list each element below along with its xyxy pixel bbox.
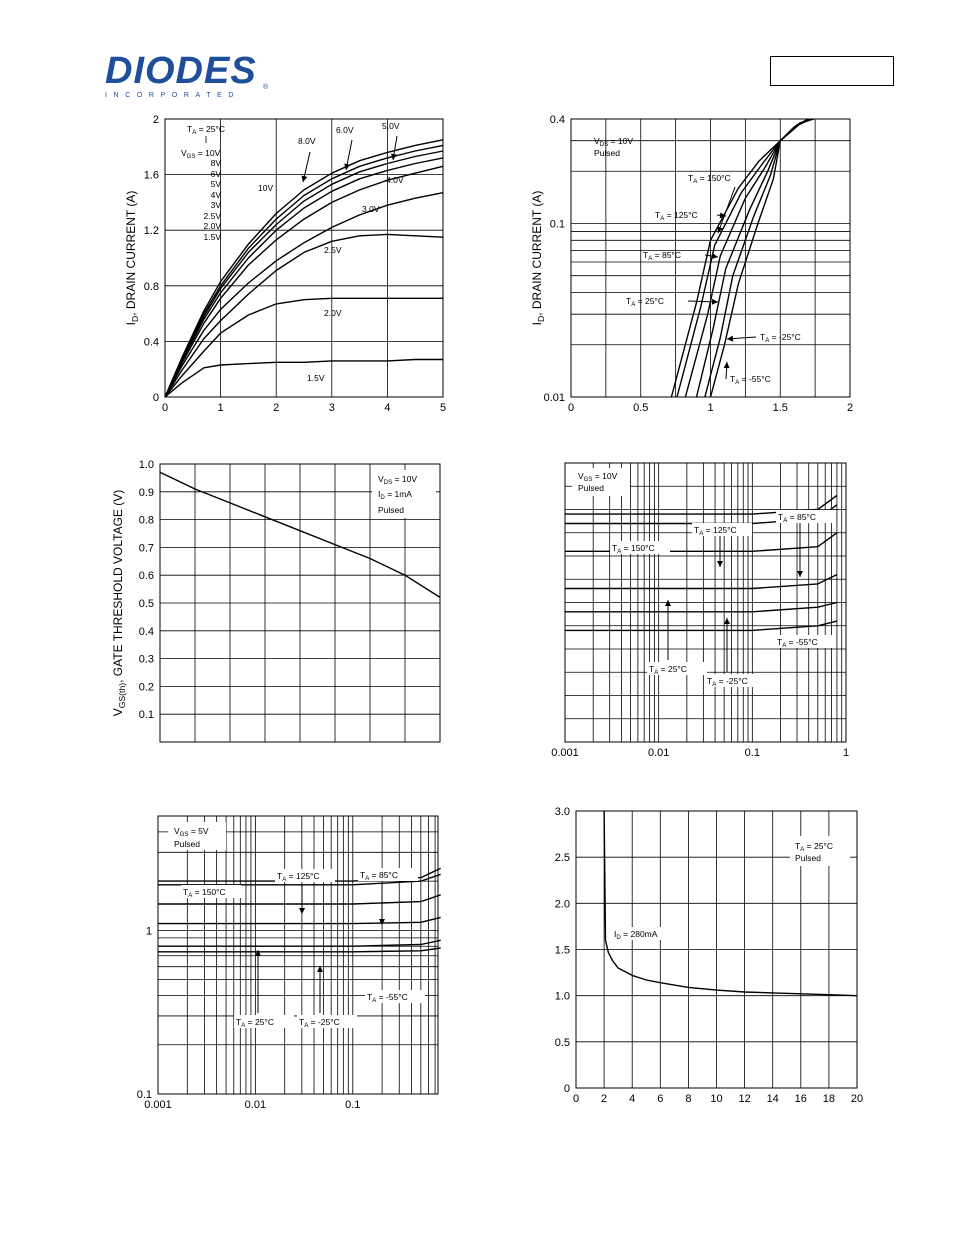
- y-axis-label: $V_{GS(th)}$, GATE THRESHOLD VOLTAGE (V): [111, 489, 127, 717]
- annotation-arrowhead: [724, 362, 730, 368]
- y-tick-label: 0.5: [138, 598, 154, 610]
- annotation-arrowhead: [299, 908, 305, 914]
- plot-frame: [158, 816, 438, 1094]
- y-tick-label: 2.5: [554, 852, 570, 865]
- series-line: [165, 360, 443, 398]
- series-label: 10V: [258, 183, 274, 193]
- x-tick-label: 0.01: [244, 1099, 267, 1111]
- annotation-vgs: $V_{GS} = 5V$: [174, 826, 209, 839]
- series-label: $T_A = 85^\circ C$: [778, 512, 816, 525]
- x-tick-label: 1: [842, 747, 850, 759]
- x-tick-label: 0.001: [144, 1099, 172, 1111]
- series-line: [165, 158, 443, 397]
- y-tick-label: 0.8: [143, 280, 159, 293]
- series-line: [158, 948, 441, 952]
- x-tick-label: 2: [601, 1093, 608, 1105]
- x-tick-label: 5: [439, 402, 447, 414]
- annotation-arrowhead: [379, 919, 385, 925]
- x-tick-label: 0: [161, 402, 169, 414]
- chart-on-resistance-vs-vgs: [555, 806, 863, 1105]
- x-tick-label: 1: [217, 402, 224, 414]
- y-tick-label: 1.6: [143, 169, 159, 182]
- x-tick-label: 8: [685, 1093, 692, 1105]
- series-label: 8.0V: [298, 136, 316, 146]
- x-tick-label: 0: [572, 1093, 580, 1105]
- annotation-vgs-step: 4V: [210, 190, 221, 200]
- y-tick-label: 3.0: [554, 806, 570, 818]
- y-tick-label: 2: [152, 114, 159, 126]
- y-tick-label: 0.4: [143, 336, 159, 349]
- y-tick-label: 0.1: [549, 218, 565, 231]
- x-tick-label: 0.1: [345, 1099, 361, 1111]
- annotation-pulsed: Pulsed: [378, 505, 404, 515]
- annotation-vgs-step: 1.5V: [203, 232, 221, 242]
- series-label: $T_A = 85^\circ C$: [643, 250, 681, 263]
- annotation-pulsed: Pulsed: [174, 839, 200, 849]
- x-tick-label: 2: [273, 402, 280, 414]
- chart-on-resistance-vgs5: [137, 816, 441, 1111]
- series-label: 6.0V: [336, 125, 354, 135]
- annotation-arrowhead: [712, 253, 718, 259]
- x-tick-label: 2: [846, 402, 854, 414]
- x-tick-label: 1.5: [772, 402, 788, 414]
- chart-on-resistance-vgs10: [551, 463, 849, 759]
- series-label: 2.0V: [324, 308, 342, 318]
- series-label: 1.5V: [307, 373, 325, 383]
- y-tick-label: 1: [145, 925, 152, 938]
- annotation-vgs-step: 8V: [210, 158, 221, 168]
- annotation-vgs-step: 2.5V: [203, 211, 221, 221]
- logo-registered-mark: ®: [263, 84, 269, 91]
- series-label: $T_A = -25^\circ C$: [707, 676, 748, 689]
- x-tick-label: 0.1: [744, 747, 760, 759]
- series-label: $T_A = 125^\circ C$: [277, 871, 320, 884]
- x-tick-label: 12: [738, 1093, 751, 1105]
- y-axis-label: $I_D$, DRAIN CURRENT (A): [124, 190, 140, 326]
- series-line: [158, 917, 441, 923]
- series-line: [565, 603, 837, 612]
- series-label: $T_A = 150^\circ C$: [183, 887, 226, 900]
- series-label: $T_A = 125^\circ C$: [694, 525, 737, 538]
- x-tick-label: 1: [707, 402, 714, 414]
- series-label: $T_A = 150^\circ C$: [688, 173, 731, 186]
- annotation-pulsed: Pulsed: [594, 148, 620, 158]
- annotation-arrowhead: [712, 299, 718, 305]
- annotation-vds: $V_{DS} = 10V$: [378, 474, 417, 487]
- annotation-pulsed: Pulsed: [578, 483, 604, 493]
- annotation-arrowhead: [797, 571, 803, 577]
- series-label: $T_A = 25^\circ C$: [626, 296, 664, 309]
- series-label: $T_A = -55^\circ C$: [777, 637, 818, 650]
- annotation-pulsed: Pulsed: [795, 853, 821, 863]
- annotation-arrowhead: [301, 175, 307, 182]
- y-tick-label: 1.0: [554, 990, 570, 1003]
- series-label: $T_A = 85^\circ C$: [360, 870, 398, 883]
- annotation-vgs-step: 2.0V: [203, 221, 221, 231]
- y-tick-label: 0.1: [138, 709, 154, 722]
- x-tick-label: 6: [657, 1093, 664, 1105]
- annotation-arrowhead: [724, 618, 730, 624]
- y-tick-label: 0.9: [138, 486, 154, 499]
- chart-output-characteristics: [124, 114, 446, 414]
- y-tick-label: 0.6: [138, 570, 154, 583]
- series-line: [158, 940, 441, 946]
- annotation-arrowhead: [717, 561, 723, 567]
- annotation-vgs: $V_{GS} = 10V$: [578, 471, 618, 484]
- y-tick-label: 2.0: [554, 898, 570, 911]
- x-tick-label: 0.001: [551, 747, 579, 759]
- x-tick-label: 0.5: [633, 402, 649, 414]
- x-tick-label: 14: [766, 1093, 779, 1105]
- x-tick-label: 0.01: [647, 747, 670, 759]
- annotation-arrowhead: [727, 336, 733, 342]
- annotation-arrowhead: [665, 600, 671, 606]
- y-tick-label: 0: [563, 1083, 570, 1095]
- x-tick-label: 0: [567, 402, 575, 414]
- annotation-vgs: $V_{GS} = 10V$: [181, 148, 221, 161]
- y-tick-label: 0.4: [549, 114, 565, 126]
- series-label: 4.0V: [386, 175, 404, 185]
- chart-gate-threshold: [111, 459, 440, 742]
- series-line: [565, 575, 837, 589]
- series-label: $T_A = 25^\circ C$: [236, 1017, 274, 1030]
- y-axis-label: $I_D$, DRAIN CURRENT (A): [530, 190, 546, 326]
- y-tick-label: 0: [152, 392, 159, 404]
- y-tick-label: 0.4: [138, 625, 154, 638]
- series-label: $T_A = -55^\circ C$: [730, 374, 771, 387]
- chart-transfer-characteristics: [530, 114, 853, 414]
- y-tick-label: 0.3: [138, 653, 154, 666]
- y-tick-label: 0.1: [136, 1089, 152, 1101]
- logo-subtext: INCORPORATED: [105, 92, 241, 99]
- x-tick-label: 4: [629, 1093, 636, 1105]
- y-tick-label: 1.0: [138, 459, 154, 471]
- annotation-temp: $T_A = 25^\circ C$: [795, 841, 833, 854]
- x-tick-label: 3: [328, 402, 335, 414]
- y-tick-label: 0.2: [138, 681, 154, 694]
- y-tick-label: 0.01: [543, 392, 565, 404]
- x-tick-label: 10: [710, 1093, 723, 1105]
- series-label: $T_A = 125^\circ C$: [655, 210, 698, 223]
- x-tick-label: 18: [822, 1093, 836, 1105]
- y-tick-label: 0.8: [138, 514, 154, 527]
- x-tick-label: 16: [794, 1093, 807, 1105]
- annotation-vds: $V_{DS} = 10V$: [594, 136, 633, 149]
- annotation-vgs-step: 6V: [210, 169, 221, 179]
- annotation-temp: $T_A = 25^\circ C$: [187, 124, 225, 137]
- x-tick-label: 4: [384, 402, 391, 414]
- series-label: $T_A = -25^\circ C$: [760, 332, 801, 345]
- y-tick-label: 1.5: [554, 944, 570, 957]
- y-tick-label: 0.5: [554, 1036, 570, 1049]
- annotation-vgs-step: 3V: [210, 200, 221, 210]
- annotation-arrowhead: [255, 950, 261, 956]
- series-label: $T_A = 150^\circ C$: [612, 543, 655, 556]
- annotation-arrowhead: [344, 164, 350, 170]
- series-label: 2.5V: [324, 245, 342, 255]
- series-line: [165, 298, 443, 397]
- series-label: 5.0V: [382, 121, 400, 131]
- y-tick-label: 1.2: [143, 225, 159, 238]
- series-label: $T_A = -55^\circ C$: [367, 992, 408, 1005]
- annotation-vgs-step: 5V: [210, 179, 221, 189]
- x-tick-label: 20: [850, 1093, 864, 1105]
- series-label: $I_D = 280mA$: [614, 929, 658, 942]
- y-tick-label: 0.7: [138, 542, 154, 555]
- series-label: $T_A = 25^\circ C$: [649, 664, 687, 677]
- annotation-id: $I_D = 1mA$: [378, 489, 412, 502]
- series-line: [711, 119, 814, 397]
- series-label: $T_A = -25^\circ C$: [299, 1017, 340, 1030]
- series-label: 3.0V: [362, 204, 380, 214]
- logo-wordmark: DIODES: [105, 50, 257, 92]
